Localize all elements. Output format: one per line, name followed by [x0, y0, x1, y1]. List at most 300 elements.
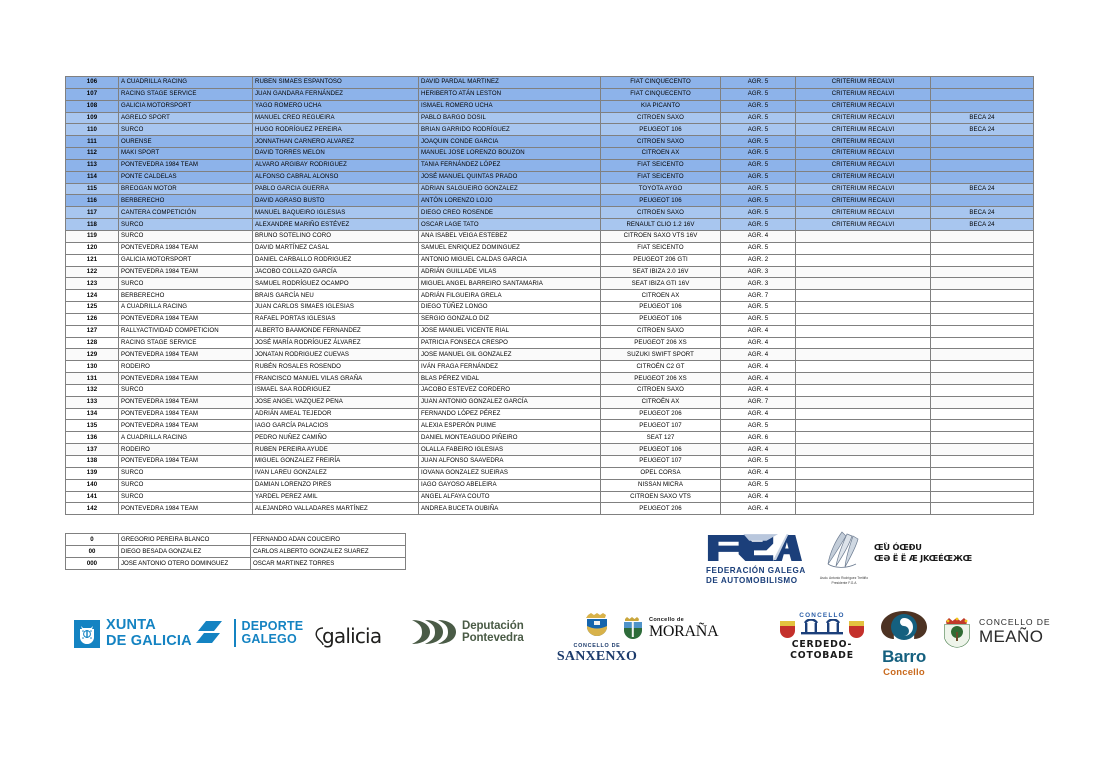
- row-beca: [931, 88, 1034, 100]
- row-driver: JACOBO COLLAZO GARCÍA: [253, 266, 419, 278]
- zero-car-driver: JOSE ANTONIO OTERO DOMINGUEZ: [119, 558, 251, 570]
- cerdedo-crest-right-icon: [848, 619, 865, 639]
- deporte-line-1: DEPORTE: [241, 618, 304, 633]
- cerdedo-monogram-icon: [799, 619, 845, 639]
- row-driver: DAVID AGRASO BUSTO: [253, 195, 419, 207]
- table-row: [66, 325, 1034, 337]
- row-criterium: CRITERIUM RECALVI: [796, 100, 931, 112]
- table-row: [66, 124, 1034, 136]
- row-codriver: JOAQUIN CONDE GARCIA: [419, 136, 601, 148]
- row-beca: [931, 302, 1034, 314]
- row-driver: ALVARO ARGIBAY RODRIGUEZ: [253, 159, 419, 171]
- row-criterium: CRITERIUM RECALVI: [796, 219, 931, 231]
- row-car: OPEL CORSA: [601, 467, 721, 479]
- row-codriver: BLAS PÉREZ VIDAL: [419, 373, 601, 385]
- row-codriver: JOSE MANUEL GIL GONZALEZ: [419, 349, 601, 361]
- row-driver: MANUEL BAQUEIRO IGLESIAS: [253, 207, 419, 219]
- row-team: PONTE CALDELAS: [119, 171, 253, 183]
- deporte-galego-bars-icon: [196, 619, 228, 647]
- row-beca: [931, 456, 1034, 468]
- row-number: 122: [66, 266, 119, 278]
- barro-swirl-icon: [879, 610, 929, 642]
- row-team: PONTEVEDRA 1984 TEAM: [119, 456, 253, 468]
- row-car: PEUGEOT 206 XS: [601, 337, 721, 349]
- table-row: [66, 503, 1034, 515]
- table-row: [66, 100, 1034, 112]
- row-codriver: JUAN ALFONSO SAAVEDRA: [419, 456, 601, 468]
- row-number: 128: [66, 337, 119, 349]
- row-codriver: IAGO GAYOSO ABELEIRA: [419, 479, 601, 491]
- signature-icon: [816, 530, 872, 570]
- row-group: AGR. 4: [721, 325, 796, 337]
- zero-car-number: 000: [66, 558, 119, 570]
- sponsor-deporte-galego: [196, 619, 303, 647]
- row-driver: JOSE ANGEL VAZQUEZ PENA: [253, 396, 419, 408]
- row-team: BREOGAN MOTOR: [119, 183, 253, 195]
- row-beca: [931, 444, 1034, 456]
- row-car: PEUGEOT 106: [601, 195, 721, 207]
- row-beca: BECA 24: [931, 183, 1034, 195]
- row-number: 110: [66, 124, 119, 136]
- row-car: FIAT CINQUECENTO: [601, 77, 721, 89]
- entry-list-body: [66, 77, 1034, 515]
- row-team: GALICIA MOTORSPORT: [119, 100, 253, 112]
- row-criterium: [796, 503, 931, 515]
- row-team: MAKI SPORT: [119, 148, 253, 160]
- row-number: 140: [66, 479, 119, 491]
- row-group: AGR. 5: [721, 207, 796, 219]
- row-criterium: [796, 325, 931, 337]
- row-number: 107: [66, 88, 119, 100]
- row-number: 141: [66, 491, 119, 503]
- row-group: AGR. 4: [721, 384, 796, 396]
- row-codriver: SAMUEL ENRIQUEZ DOMINGUEZ: [419, 242, 601, 254]
- zero-car-codriver: CARLOS ALBERTO GONZALEZ SUAREZ: [251, 546, 406, 558]
- row-codriver: DIEGO CREO ROSENDE: [419, 207, 601, 219]
- row-number: 121: [66, 254, 119, 266]
- row-beca: [931, 503, 1034, 515]
- row-number: 113: [66, 159, 119, 171]
- sanxenxo-wordmark: SANXENXO: [556, 649, 638, 664]
- table-row: [66, 384, 1034, 396]
- row-number: 126: [66, 313, 119, 325]
- row-beca: [931, 420, 1034, 432]
- row-criterium: [796, 361, 931, 373]
- row-beca: [931, 479, 1034, 491]
- row-driver: YAGO ROMERO UCHA: [253, 100, 419, 112]
- barro-line-1: Barro: [882, 647, 926, 666]
- morana-wordmark: [649, 617, 718, 641]
- xunta-shield-icon: [74, 620, 100, 648]
- row-team: SURCO: [119, 491, 253, 503]
- table-row: [66, 112, 1034, 124]
- table-row: [66, 290, 1034, 302]
- row-number: 117: [66, 207, 119, 219]
- row-car: CITROËN C2 GT: [601, 361, 721, 373]
- row-criterium: [796, 444, 931, 456]
- row-car: CITROEN SAXO: [601, 384, 721, 396]
- morana-line-1: Concello de: [649, 617, 685, 623]
- xunta-line-2: DE GALICIA: [106, 632, 192, 649]
- table-row: [66, 491, 1034, 503]
- row-group: AGR. 5: [721, 302, 796, 314]
- row-group: AGR. 6: [721, 432, 796, 444]
- row-team: RACING STAGE SERVICE: [119, 88, 253, 100]
- row-codriver: ALEXIA ESPERÓN PUIME: [419, 420, 601, 432]
- row-team: PONTEVEDRA 1984 TEAM: [119, 396, 253, 408]
- row-codriver: DIEGO TÚÑEZ LONGO: [419, 302, 601, 314]
- zero-car-driver: DIEGO BESADA GONZALEZ: [119, 546, 251, 558]
- row-team: PONTEVEDRA 1984 TEAM: [119, 266, 253, 278]
- row-criterium: CRITERIUM RECALVI: [796, 136, 931, 148]
- row-team: RALLYACTIVIDAD COMPETICION: [119, 325, 253, 337]
- row-driver: PABLO GARCIA GUERRA: [253, 183, 419, 195]
- row-criterium: [796, 373, 931, 385]
- row-codriver: FERNANDO LÓPEZ PÉREZ: [419, 408, 601, 420]
- table-row: [66, 136, 1034, 148]
- row-criterium: CRITERIUM RECALVI: [796, 112, 931, 124]
- row-number: 132: [66, 384, 119, 396]
- row-group: AGR. 5: [721, 195, 796, 207]
- table-row: [66, 432, 1034, 444]
- morana-line-2: MORAÑA: [649, 623, 719, 640]
- row-number: 133: [66, 396, 119, 408]
- deputacion-line-2: Pontevedra: [462, 632, 524, 644]
- table-row: [66, 183, 1034, 195]
- row-driver: JONNATHAN CARNERO ALVAREZ: [253, 136, 419, 148]
- row-driver: DAMIAN LORENZO PIRES: [253, 479, 419, 491]
- row-group: AGR. 4: [721, 337, 796, 349]
- row-criterium: [796, 349, 931, 361]
- row-codriver: TANIA FERNÁNDEZ LÓPEZ: [419, 159, 601, 171]
- row-beca: [931, 278, 1034, 290]
- row-criterium: [796, 230, 931, 242]
- row-number: 136: [66, 432, 119, 444]
- row-car: NISSAN MICRA: [601, 479, 721, 491]
- row-team: RACING STAGE SERVICE: [119, 337, 253, 349]
- galicia-wordmark: galicia: [322, 624, 382, 648]
- row-criterium: CRITERIUM RECALVI: [796, 148, 931, 160]
- row-criterium: CRITERIUM RECALVI: [796, 88, 931, 100]
- row-beca: BECA 24: [931, 124, 1034, 136]
- row-number: 112: [66, 148, 119, 160]
- row-codriver: ANDREA BUCETA OUBIÑA: [419, 503, 601, 515]
- meano-crest-icon: [942, 616, 972, 648]
- deporte-divider: [234, 619, 236, 647]
- row-criterium: CRITERIUM RECALVI: [796, 77, 931, 89]
- sanxenxo-crest-icon: [584, 612, 610, 638]
- table-row: [66, 278, 1034, 290]
- row-beca: [931, 361, 1034, 373]
- row-beca: [931, 384, 1034, 396]
- row-driver: DAVID TORRES MELON: [253, 148, 419, 160]
- row-car: PEUGEOT 107: [601, 420, 721, 432]
- row-number: 124: [66, 290, 119, 302]
- row-team: PONTEVEDRA 1984 TEAM: [119, 242, 253, 254]
- zero-car-codriver: FERNANDO ADAN COUCEIRO: [251, 534, 406, 546]
- row-codriver: ADRIÁN GUILLADE VILAS: [419, 266, 601, 278]
- row-team: PONTEVEDRA 1984 TEAM: [119, 503, 253, 515]
- row-driver: JOSÉ MARÍA RODRÍGUEZ ÁLVAREZ: [253, 337, 419, 349]
- row-criterium: CRITERIUM RECALVI: [796, 171, 931, 183]
- row-number: 115: [66, 183, 119, 195]
- signature-caption-name: Asdo. Antonio Rodríguez Treitiño: [819, 576, 869, 580]
- table-row: [66, 195, 1034, 207]
- row-car: RENAULT CLIO 1.2 16V: [601, 219, 721, 231]
- table-row: [66, 148, 1034, 160]
- row-codriver: ADRIÁN FILGUEIRA GRELA: [419, 290, 601, 302]
- entry-list-table-container: [65, 76, 1033, 515]
- row-driver: RAFAEL PORTAS IGLESIAS: [253, 313, 419, 325]
- row-codriver: JACOBO ESTEVEZ CORDERO: [419, 384, 601, 396]
- row-number: 108: [66, 100, 119, 112]
- row-driver: JONATAN RODRIGUEZ CUEVAS: [253, 349, 419, 361]
- row-beca: [931, 432, 1034, 444]
- cerdedo-crest-left-icon: [779, 619, 796, 639]
- row-criterium: [796, 384, 931, 396]
- row-number: 106: [66, 77, 119, 89]
- table-row: [66, 159, 1034, 171]
- row-beca: [931, 100, 1034, 112]
- row-team: A CUADRILLA RACING: [119, 302, 253, 314]
- row-number: 129: [66, 349, 119, 361]
- barro-line-2: Concello: [883, 667, 925, 678]
- sponsor-concello-de-meano: [942, 616, 1051, 648]
- meano-line-1: CONCELLO DE: [979, 617, 1051, 627]
- row-driver: DAVID MARTÍNEZ CASAL: [253, 242, 419, 254]
- row-number: 139: [66, 467, 119, 479]
- row-group: AGR. 5: [721, 313, 796, 325]
- row-codriver: IOVANA GONZALEZ SUEIRAS: [419, 467, 601, 479]
- row-criterium: [796, 266, 931, 278]
- row-driver: ALBERTO BAAMONDE FERNANDEZ: [253, 325, 419, 337]
- garbled-text-line-1: Œ۟Ù ÓŒÐU: [874, 542, 922, 552]
- sponsor-concello-de-morana: [622, 616, 718, 642]
- row-driver: IAGO GARCÍA PALACIOS: [253, 420, 419, 432]
- row-car: FIAT SEICENTO: [601, 159, 721, 171]
- row-car: PEUGEOT 206: [601, 408, 721, 420]
- row-group: AGR. 5: [721, 183, 796, 195]
- row-number: 127: [66, 325, 119, 337]
- row-group: AGR. 5: [721, 88, 796, 100]
- sanxenxo-line-1: CONCELLO DE: [573, 643, 621, 649]
- row-driver: HUGO RODRÍGUEZ PEREIRA: [253, 124, 419, 136]
- row-codriver: ADRIAN SALGUEIRO GONZALEZ: [419, 183, 601, 195]
- row-beca: [931, 373, 1034, 385]
- row-group: AGR. 4: [721, 361, 796, 373]
- row-team: RODEIRO: [119, 444, 253, 456]
- row-beca: [931, 266, 1034, 278]
- row-group: AGR. 4: [721, 503, 796, 515]
- deporte-line-2: GALEGO: [241, 632, 297, 646]
- table-row: [66, 254, 1034, 266]
- row-group: AGR. 5: [721, 100, 796, 112]
- row-beca: [931, 159, 1034, 171]
- zero-car-driver: GREGORIO PEREIRA BLANCO: [119, 534, 251, 546]
- row-codriver: IVÁN FRAGA FERNÁNDEZ: [419, 361, 601, 373]
- sponsor-concello-cerdedo-cotobade: [762, 612, 882, 661]
- row-criterium: [796, 479, 931, 491]
- row-group: AGR. 4: [721, 408, 796, 420]
- row-team: CANTERA COMPETICIÓN: [119, 207, 253, 219]
- table-row: [66, 420, 1034, 432]
- row-team: SURCO: [119, 479, 253, 491]
- row-car: CITROEN AX: [601, 148, 721, 160]
- row-beca: [931, 491, 1034, 503]
- row-team: SURCO: [119, 278, 253, 290]
- table-row: [66, 171, 1034, 183]
- row-beca: [931, 195, 1034, 207]
- table-row: [66, 77, 1034, 89]
- table-row: [66, 207, 1034, 219]
- sponsor-logo-strip: [0, 604, 1098, 676]
- row-codriver: ANTONIO MIGUEL CALDAS GARCIA: [419, 254, 601, 266]
- row-group: AGR. 4: [721, 230, 796, 242]
- row-team: PONTEVEDRA 1984 TEAM: [119, 159, 253, 171]
- row-codriver: JUAN ANTONIO GONZALEZ GARCÍA: [419, 396, 601, 408]
- row-criterium: [796, 278, 931, 290]
- row-car: PEUGEOT 206: [601, 503, 721, 515]
- row-group: AGR. 4: [721, 349, 796, 361]
- zero-car-row: [66, 546, 406, 558]
- row-team: SURCO: [119, 230, 253, 242]
- row-beca: [931, 290, 1034, 302]
- row-driver: JUAN GANDARA FERNÁNDEZ: [253, 88, 419, 100]
- row-codriver: JOSÉ MANUEL QUINTAS PRADO: [419, 171, 601, 183]
- row-beca: [931, 136, 1034, 148]
- table-row: [66, 219, 1034, 231]
- row-group: AGR. 4: [721, 444, 796, 456]
- row-number: 114: [66, 171, 119, 183]
- sponsor-deputacion-pontevedra: [412, 618, 524, 646]
- row-driver: ALEJANDRO VALLADARES MARTÍNEZ: [253, 503, 419, 515]
- zero-cars-table-container: [65, 533, 406, 570]
- row-car: CITROEN SAXO: [601, 207, 721, 219]
- table-row: [66, 242, 1034, 254]
- xunta-line-1: XUNTA: [106, 617, 156, 633]
- row-driver: MIGUEL GONZALEZ FREIRÍA: [253, 456, 419, 468]
- deputacion-wordmark: [462, 620, 524, 645]
- row-group: AGR. 5: [721, 219, 796, 231]
- row-codriver: OSCAR LAGE TATO: [419, 219, 601, 231]
- row-group: AGR. 5: [721, 159, 796, 171]
- entry-list-table: [65, 76, 1034, 515]
- row-group: AGR. 5: [721, 171, 796, 183]
- row-beca: BECA 24: [931, 219, 1034, 231]
- row-driver: FRANCISCO MANUEL VILAS GRAÑA: [253, 373, 419, 385]
- row-team: PONTEVEDRA 1984 TEAM: [119, 349, 253, 361]
- row-driver: YARDEL PEREZ AMIL: [253, 491, 419, 503]
- table-row: [66, 302, 1034, 314]
- row-group: AGR. 5: [721, 479, 796, 491]
- row-number: 118: [66, 219, 119, 231]
- row-group: AGR. 4: [721, 491, 796, 503]
- table-row: [66, 479, 1034, 491]
- deporte-galego-wordmark: [242, 620, 304, 647]
- row-car: KIA PICANTO: [601, 100, 721, 112]
- table-row: [66, 337, 1034, 349]
- row-car: PEUGEOT 206 XS: [601, 373, 721, 385]
- table-row: [66, 456, 1034, 468]
- row-codriver: SERGIO GONZALO DIZ: [419, 313, 601, 325]
- row-driver: ALFONSO CABRAL ALONSO: [253, 171, 419, 183]
- row-driver: ALEXANDRE MARIÑO ESTÉVEZ: [253, 219, 419, 231]
- row-number: 131: [66, 373, 119, 385]
- zero-cars-body: [66, 534, 406, 570]
- zero-car-row: [66, 534, 406, 546]
- row-number: 116: [66, 195, 119, 207]
- row-number: 125: [66, 302, 119, 314]
- row-car: TOYOTA AYGO: [601, 183, 721, 195]
- row-criterium: CRITERIUM RECALVI: [796, 183, 931, 195]
- row-team: PONTEVEDRA 1984 TEAM: [119, 420, 253, 432]
- row-group: AGR. 5: [721, 124, 796, 136]
- row-number: 119: [66, 230, 119, 242]
- row-group: AGR. 3: [721, 278, 796, 290]
- row-group: AGR. 5: [721, 148, 796, 160]
- row-driver: JUAN CARLOS SIMAES IGLESIAS: [253, 302, 419, 314]
- row-number: 111: [66, 136, 119, 148]
- row-team: GALICIA MOTORSPORT: [119, 254, 253, 266]
- row-beca: [931, 242, 1034, 254]
- row-group: AGR. 2: [721, 254, 796, 266]
- meano-line-2: MEAÑO: [979, 627, 1044, 646]
- row-beca: [931, 467, 1034, 479]
- row-team: PONTEVEDRA 1984 TEAM: [119, 408, 253, 420]
- table-row: [66, 396, 1034, 408]
- row-car: CITROEN SAXO: [601, 112, 721, 124]
- row-number: 109: [66, 112, 119, 124]
- table-row: [66, 408, 1034, 420]
- row-team: A CUADRILLA RACING: [119, 77, 253, 89]
- row-car: PEUGEOT 106: [601, 302, 721, 314]
- row-car: PEUGEOT 107: [601, 456, 721, 468]
- cerdedo-line-1: CONCELLO: [799, 612, 845, 619]
- row-car: SUZUKI SWIFT SPORT: [601, 349, 721, 361]
- row-number: 135: [66, 420, 119, 432]
- row-criterium: [796, 313, 931, 325]
- row-codriver: DANIEL MONTEAGUDO PIÑEIRO: [419, 432, 601, 444]
- row-criterium: [796, 396, 931, 408]
- row-beca: [931, 325, 1034, 337]
- row-group: AGR. 5: [721, 420, 796, 432]
- deputacion-arrows-icon: [412, 618, 456, 646]
- table-row: [66, 266, 1034, 278]
- row-criterium: CRITERIUM RECALVI: [796, 195, 931, 207]
- row-car: CITROEN SAXO VTS: [601, 491, 721, 503]
- row-group: AGR. 5: [721, 112, 796, 124]
- row-criterium: [796, 254, 931, 266]
- row-beca: [931, 337, 1034, 349]
- row-beca: [931, 396, 1034, 408]
- row-car: PEUGEOT 106: [601, 444, 721, 456]
- row-codriver: ANA ISABEL VEIGA ESTEBEZ: [419, 230, 601, 242]
- row-team: SURCO: [119, 384, 253, 396]
- deputacion-line-1: Deputación: [462, 619, 524, 632]
- table-row: [66, 467, 1034, 479]
- row-driver: ADRIÁN AMEAL TEJEDOR: [253, 408, 419, 420]
- table-row: [66, 349, 1034, 361]
- row-codriver: PATRICIA FONSECA CRESPO: [419, 337, 601, 349]
- row-team: A CUADRILLA RACING: [119, 432, 253, 444]
- garbled-text-line-2: ŒƏ Ë Ë Æ JKŒÉŒЖŒ: [874, 553, 973, 563]
- row-driver: BRUNO SOTELINO CORO: [253, 230, 419, 242]
- row-car: FIAT SEICENTO: [601, 242, 721, 254]
- row-team: SURCO: [119, 219, 253, 231]
- row-codriver: ISMAEL ROMERO UCHA: [419, 100, 601, 112]
- row-driver: RUBÉN ROSALES ROSENDO: [253, 361, 419, 373]
- row-driver: SAMUEL RODRÍGUEZ OCAMPO: [253, 278, 419, 290]
